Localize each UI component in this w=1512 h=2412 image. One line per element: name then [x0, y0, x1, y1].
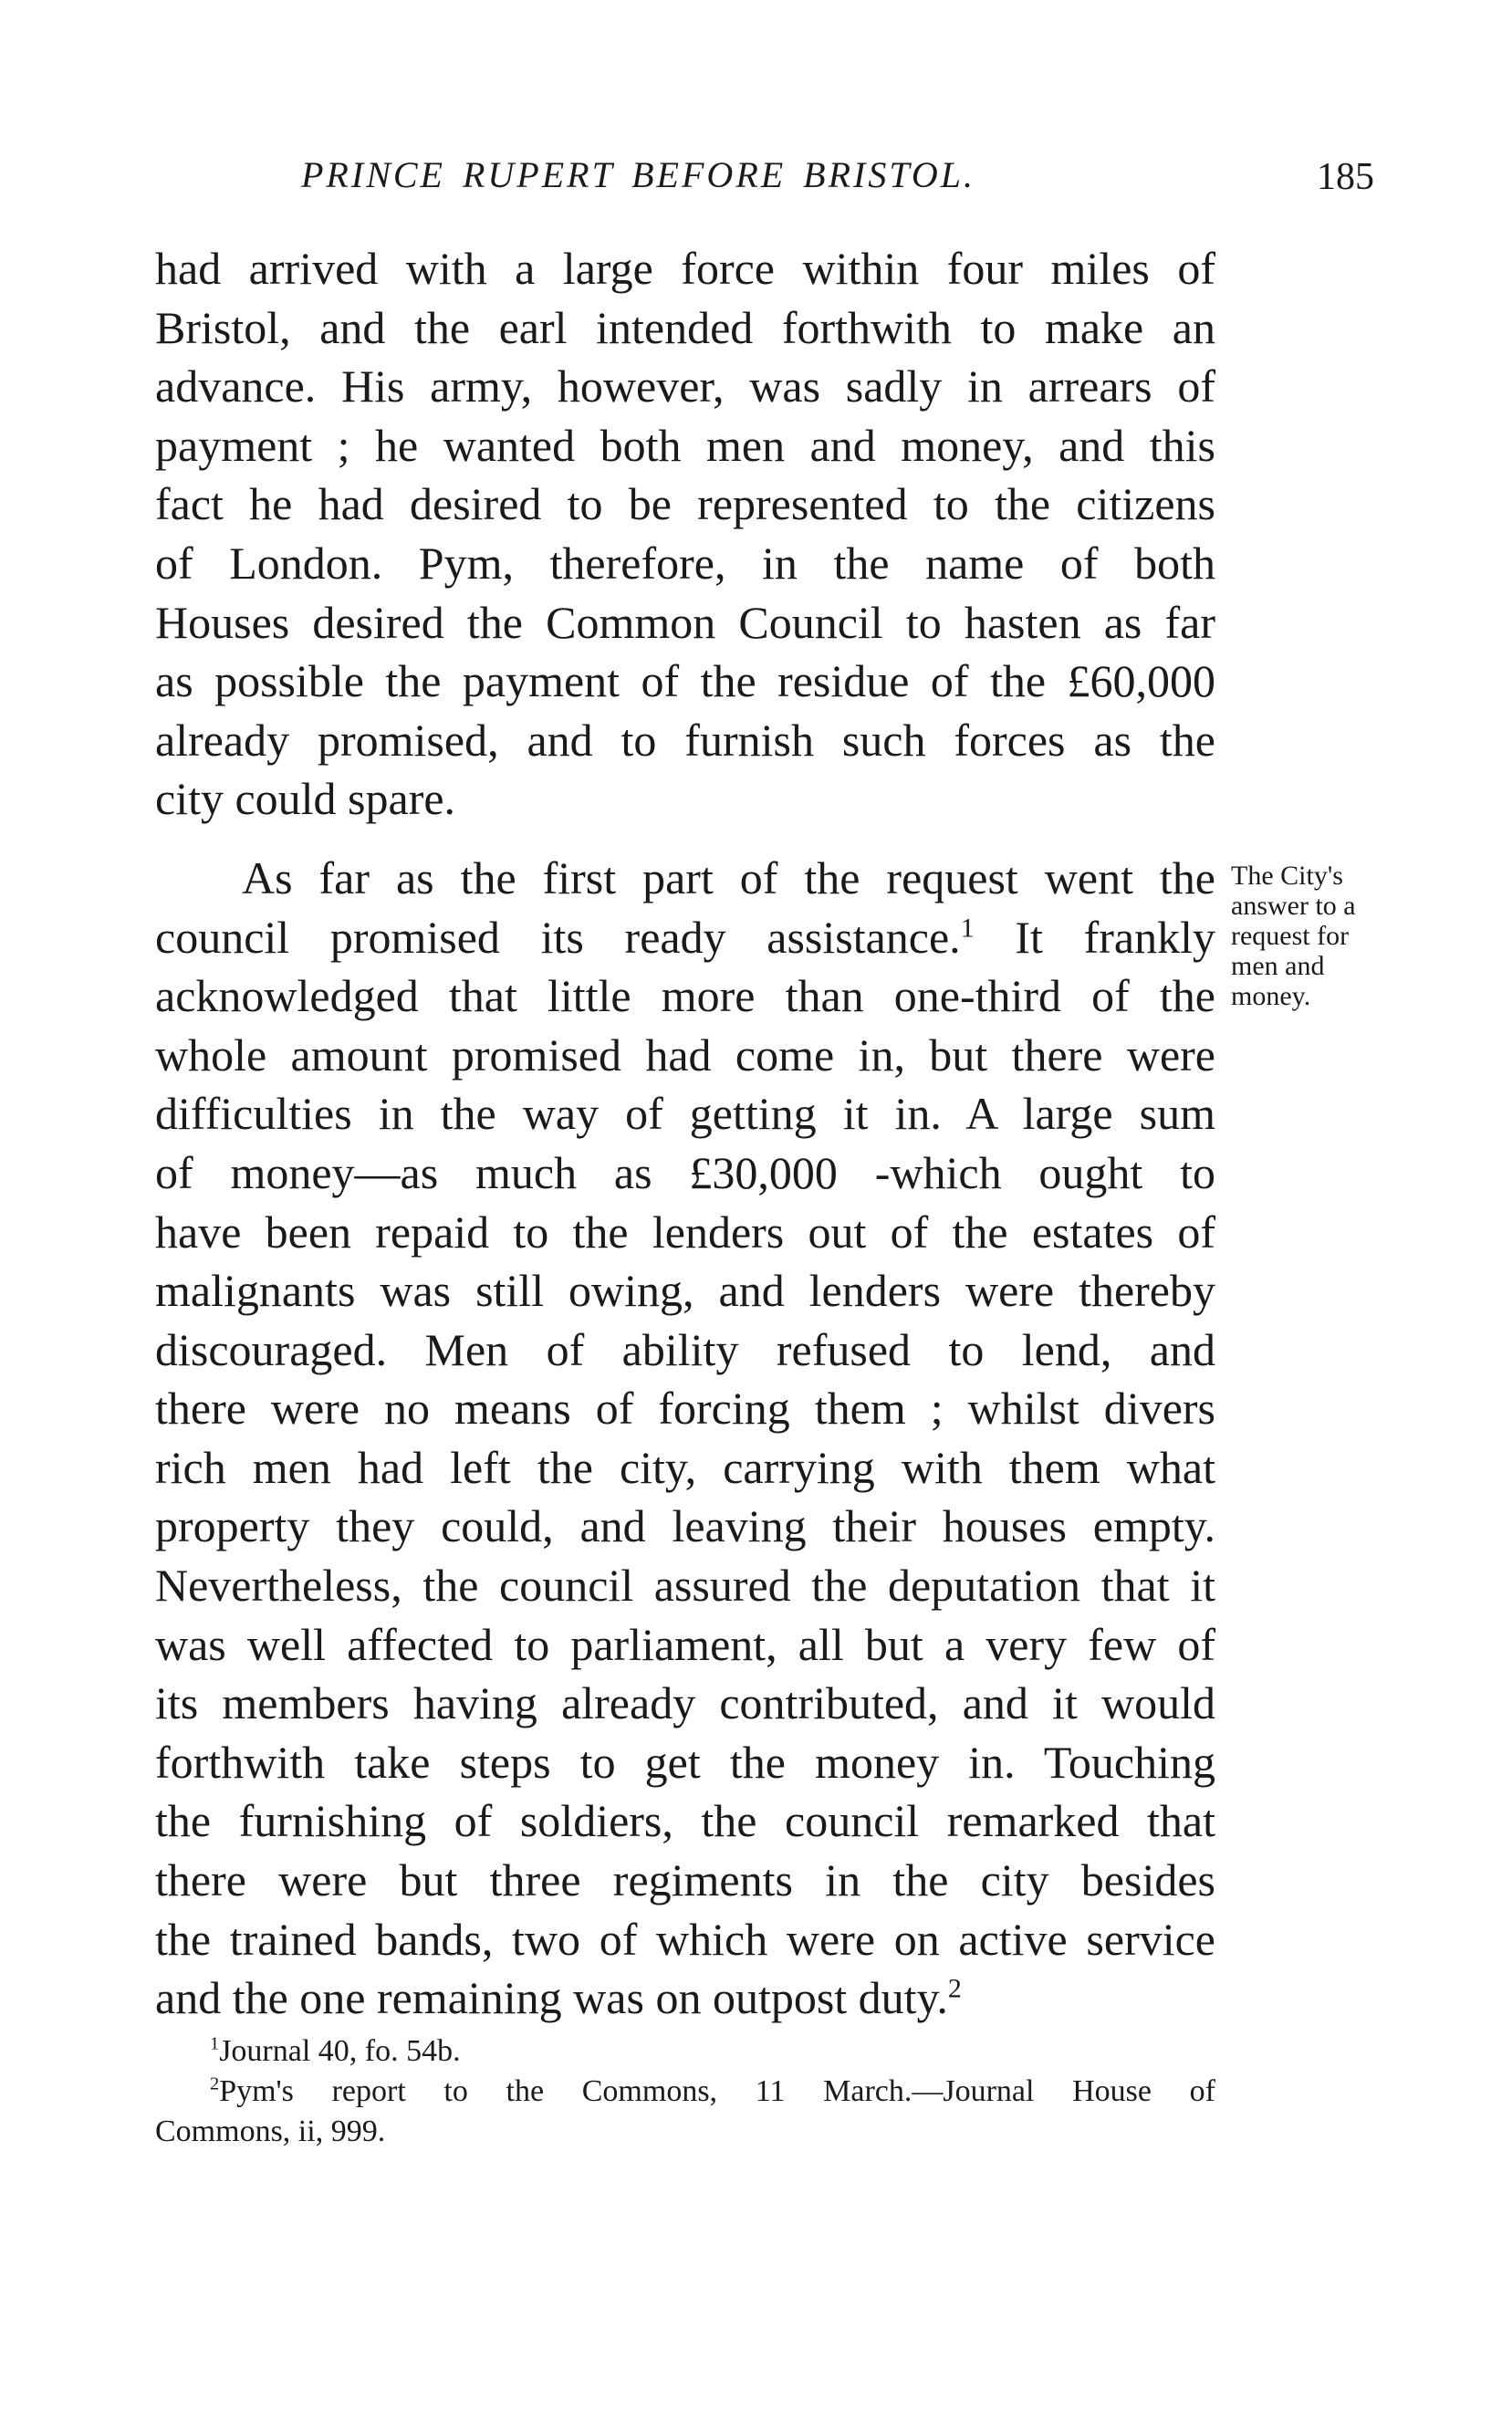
text-line: forthwith take steps to get the money in. Touching [155, 1736, 1215, 1788]
text-line: whole amount promised had come in, but there were [155, 1028, 1215, 1081]
footnotes [155, 2031, 1215, 2152]
margin-note-line: request for [1231, 921, 1350, 951]
text-segment: and the one remaining was on outpost duty. [155, 1972, 948, 2024]
text-line: had arrived with a large force within four miles of [155, 243, 1215, 294]
text-line: there were but three regiments in the city besides [155, 1854, 1215, 1906]
text-line: payment ; he wanted both men and money, and this [155, 419, 1215, 471]
text-line: of money—as much as £30,000 -which ought to [155, 1146, 1215, 1198]
text-line: Houses desired the Common Council to hasten as far [155, 596, 1215, 648]
text-segment: council promised its ready assistance. [155, 911, 961, 963]
text-line: there were no means of forcing them ; whilst divers [155, 1383, 1215, 1435]
text-line: its members having already contributed, and it would [155, 1677, 1215, 1729]
footnote-2-continuation: Commons, ii, 999. [155, 2114, 386, 2148]
text-line: as possible the payment of the residue of the £60,000 [155, 655, 1215, 707]
text-line: city could spare. [155, 773, 456, 825]
main-text [155, 239, 1215, 2028]
text-line: was well affected to parliament, all but a very few of [155, 1618, 1215, 1670]
text-line: property they could, and leaving their houses empty. [155, 1500, 1215, 1552]
text-line: advance. His army, however, was sadly in arrears of [155, 360, 1215, 412]
margin-note-line: men and [1231, 951, 1325, 981]
text-line: of London. Pym, therefore, in the name of both [155, 537, 1215, 589]
margin-note [1231, 861, 1413, 1011]
footnote-mark: 2 [210, 2073, 220, 2094]
text-line: fact he had desired to be represented to the citizens [155, 478, 1215, 530]
footnote-1 [155, 2031, 1215, 2072]
text-line [155, 1968, 1215, 2028]
text-line: discouraged. Men of ability refused to lend, and [155, 1323, 1215, 1375]
footnote-text: Journal 40, fo. 54b. [219, 2034, 461, 2068]
text-line: Nevertheless, the council assured the deputation that it [155, 1560, 1215, 1612]
text-line: malignants was still owing, and lenders were thereby [155, 1265, 1215, 1317]
text-line: As far as the first part of the request went the [242, 851, 1215, 903]
text-line: difficulties in the way of getting it in. A large sum [155, 1088, 1215, 1140]
paragraph-2 [155, 849, 1215, 2028]
footnote-text: Pym's report to the Commons, 11 March.—Journal House of [219, 2074, 1215, 2108]
running-title: PRINCE RUPERT BEFORE BRISTOL. [301, 154, 976, 195]
text-line: have been repaid to the lenders out of the estates of [155, 1206, 1215, 1258]
margin-note-line: The City's [1231, 861, 1343, 891]
text-line: rich men had left the city, carrying with them what [155, 1441, 1215, 1493]
text-line [155, 908, 1215, 967]
margin-note-line: money. [1231, 981, 1311, 1011]
text-line: already promised, and to furnish such forces as the [155, 714, 1215, 766]
margin-note-line: answer to a [1231, 891, 1356, 921]
footnote-ref-1[interactable]: 1 [960, 912, 975, 943]
footnote-ref-2[interactable]: 2 [947, 1973, 962, 2004]
text-line: the furnishing of soldiers, the council remarked that [155, 1795, 1215, 1847]
footnote-2 [155, 2072, 1215, 2112]
text-line: the trained bands, two of which were on active service [155, 1913, 1215, 1965]
page-number: 185 [1317, 156, 1374, 198]
text-line: Bristol, and the earl intended forthwith to make an [155, 301, 1215, 353]
paragraph-1 [155, 239, 1215, 829]
text-line: acknowledged that little more than one-third of the [155, 970, 1215, 1022]
footnote-mark: 1 [210, 2033, 220, 2054]
text-segment: It frankly [974, 911, 1215, 963]
